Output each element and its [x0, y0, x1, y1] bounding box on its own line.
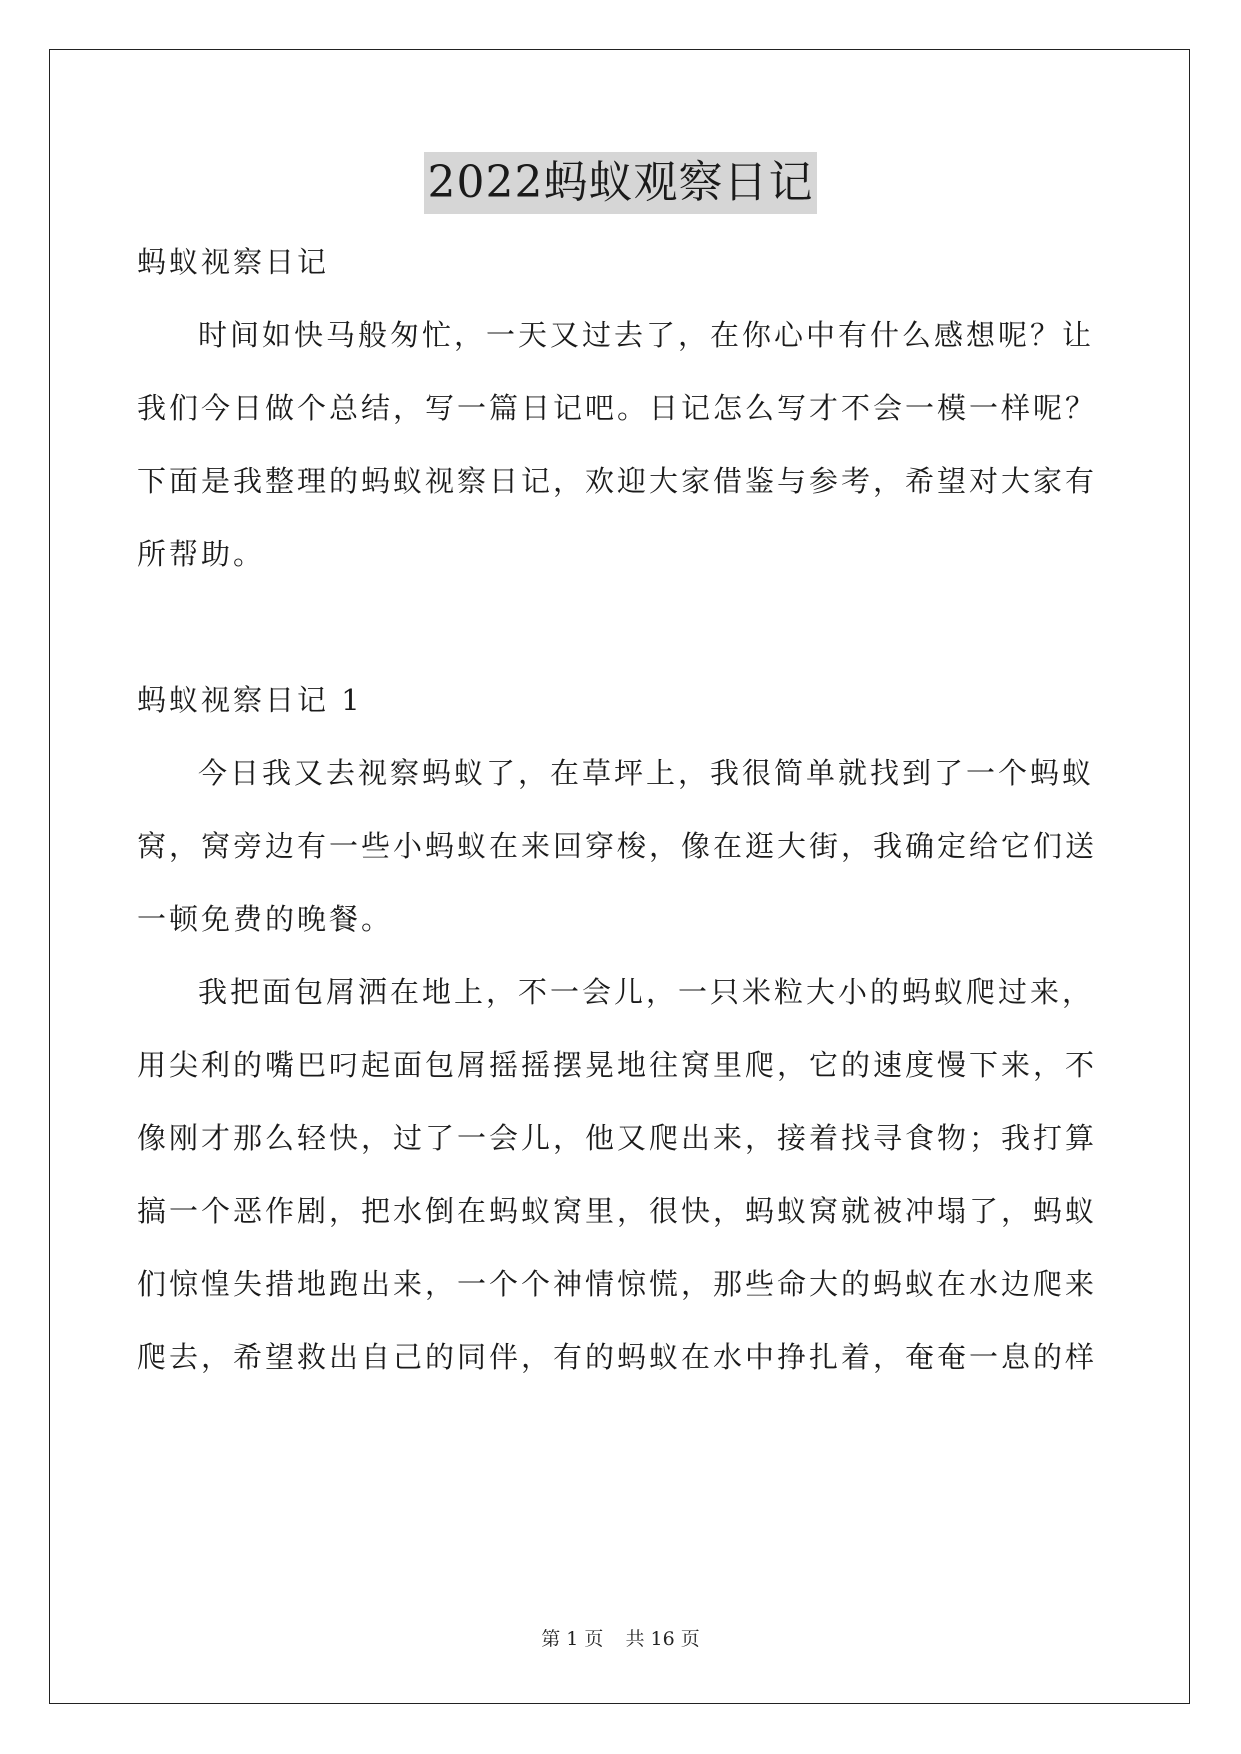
page-number: 第 1 页 [541, 1628, 604, 1650]
title-wrap [0, 152, 1241, 214]
paragraph-line: 今日我又去视察蚂蚁了，在草坪上，我很简单就找到了一个蚂蚁 [198, 756, 1095, 790]
paragraph-line: 一顿免费的晚餐。 [137, 902, 394, 936]
paragraph-line: 我把面包屑洒在地上，不一会儿，一只米粒大小的蚂蚁爬过来， [198, 975, 1095, 1009]
paragraph-line: 下面是我整理的蚂蚁视察日记，欢迎大家借鉴与参考，希望对大家有 [137, 464, 1098, 498]
page-total: 共 16 页 [625, 1628, 700, 1650]
paragraph-line: 用尖利的嘴巴叼起面包屑摇摇摆晃地往窝里爬，它的速度慢下来，不 [137, 1048, 1098, 1082]
paragraph-line: 时间如快马般匆忙，一天又过去了，在你心中有什么感想呢？让 [198, 318, 1095, 352]
paragraph-line: 像刚才那么轻快，过了一会儿，他又爬出来，接着找寻食物；我打算 [137, 1121, 1098, 1155]
paragraph-line: 我们今日做个总结，写一篇日记吧。日记怎么写才不会一模一样呢？ [137, 391, 1098, 425]
page-footer [0, 1624, 1241, 1651]
paragraph-line: 们惊惶失措地跑出来，一个个神情惊慌，那些命大的蚂蚁在水边爬来 [137, 1267, 1098, 1301]
paragraph-line: 所帮助。 [137, 537, 266, 571]
document-title: 2022蚂蚁观察日记 [424, 152, 818, 214]
paragraph-line: 爬去，希望救出自己的同伴，有的蚂蚁在水中挣扎着，奄奄一息的样 [137, 1340, 1098, 1374]
paragraph-line: 搞一个恶作剧，把水倒在蚂蚁窝里，很快，蚂蚁窝就被冲塌了，蚂蚁 [137, 1194, 1098, 1228]
section-heading: 蚂蚁视察日记 1 [137, 683, 363, 717]
page-border [49, 49, 1190, 1704]
section-heading: 蚂蚁视察日记 [137, 245, 330, 279]
paragraph-line: 窝，窝旁边有一些小蚂蚁在来回穿梭，像在逛大街，我确定给它们送 [137, 829, 1098, 863]
